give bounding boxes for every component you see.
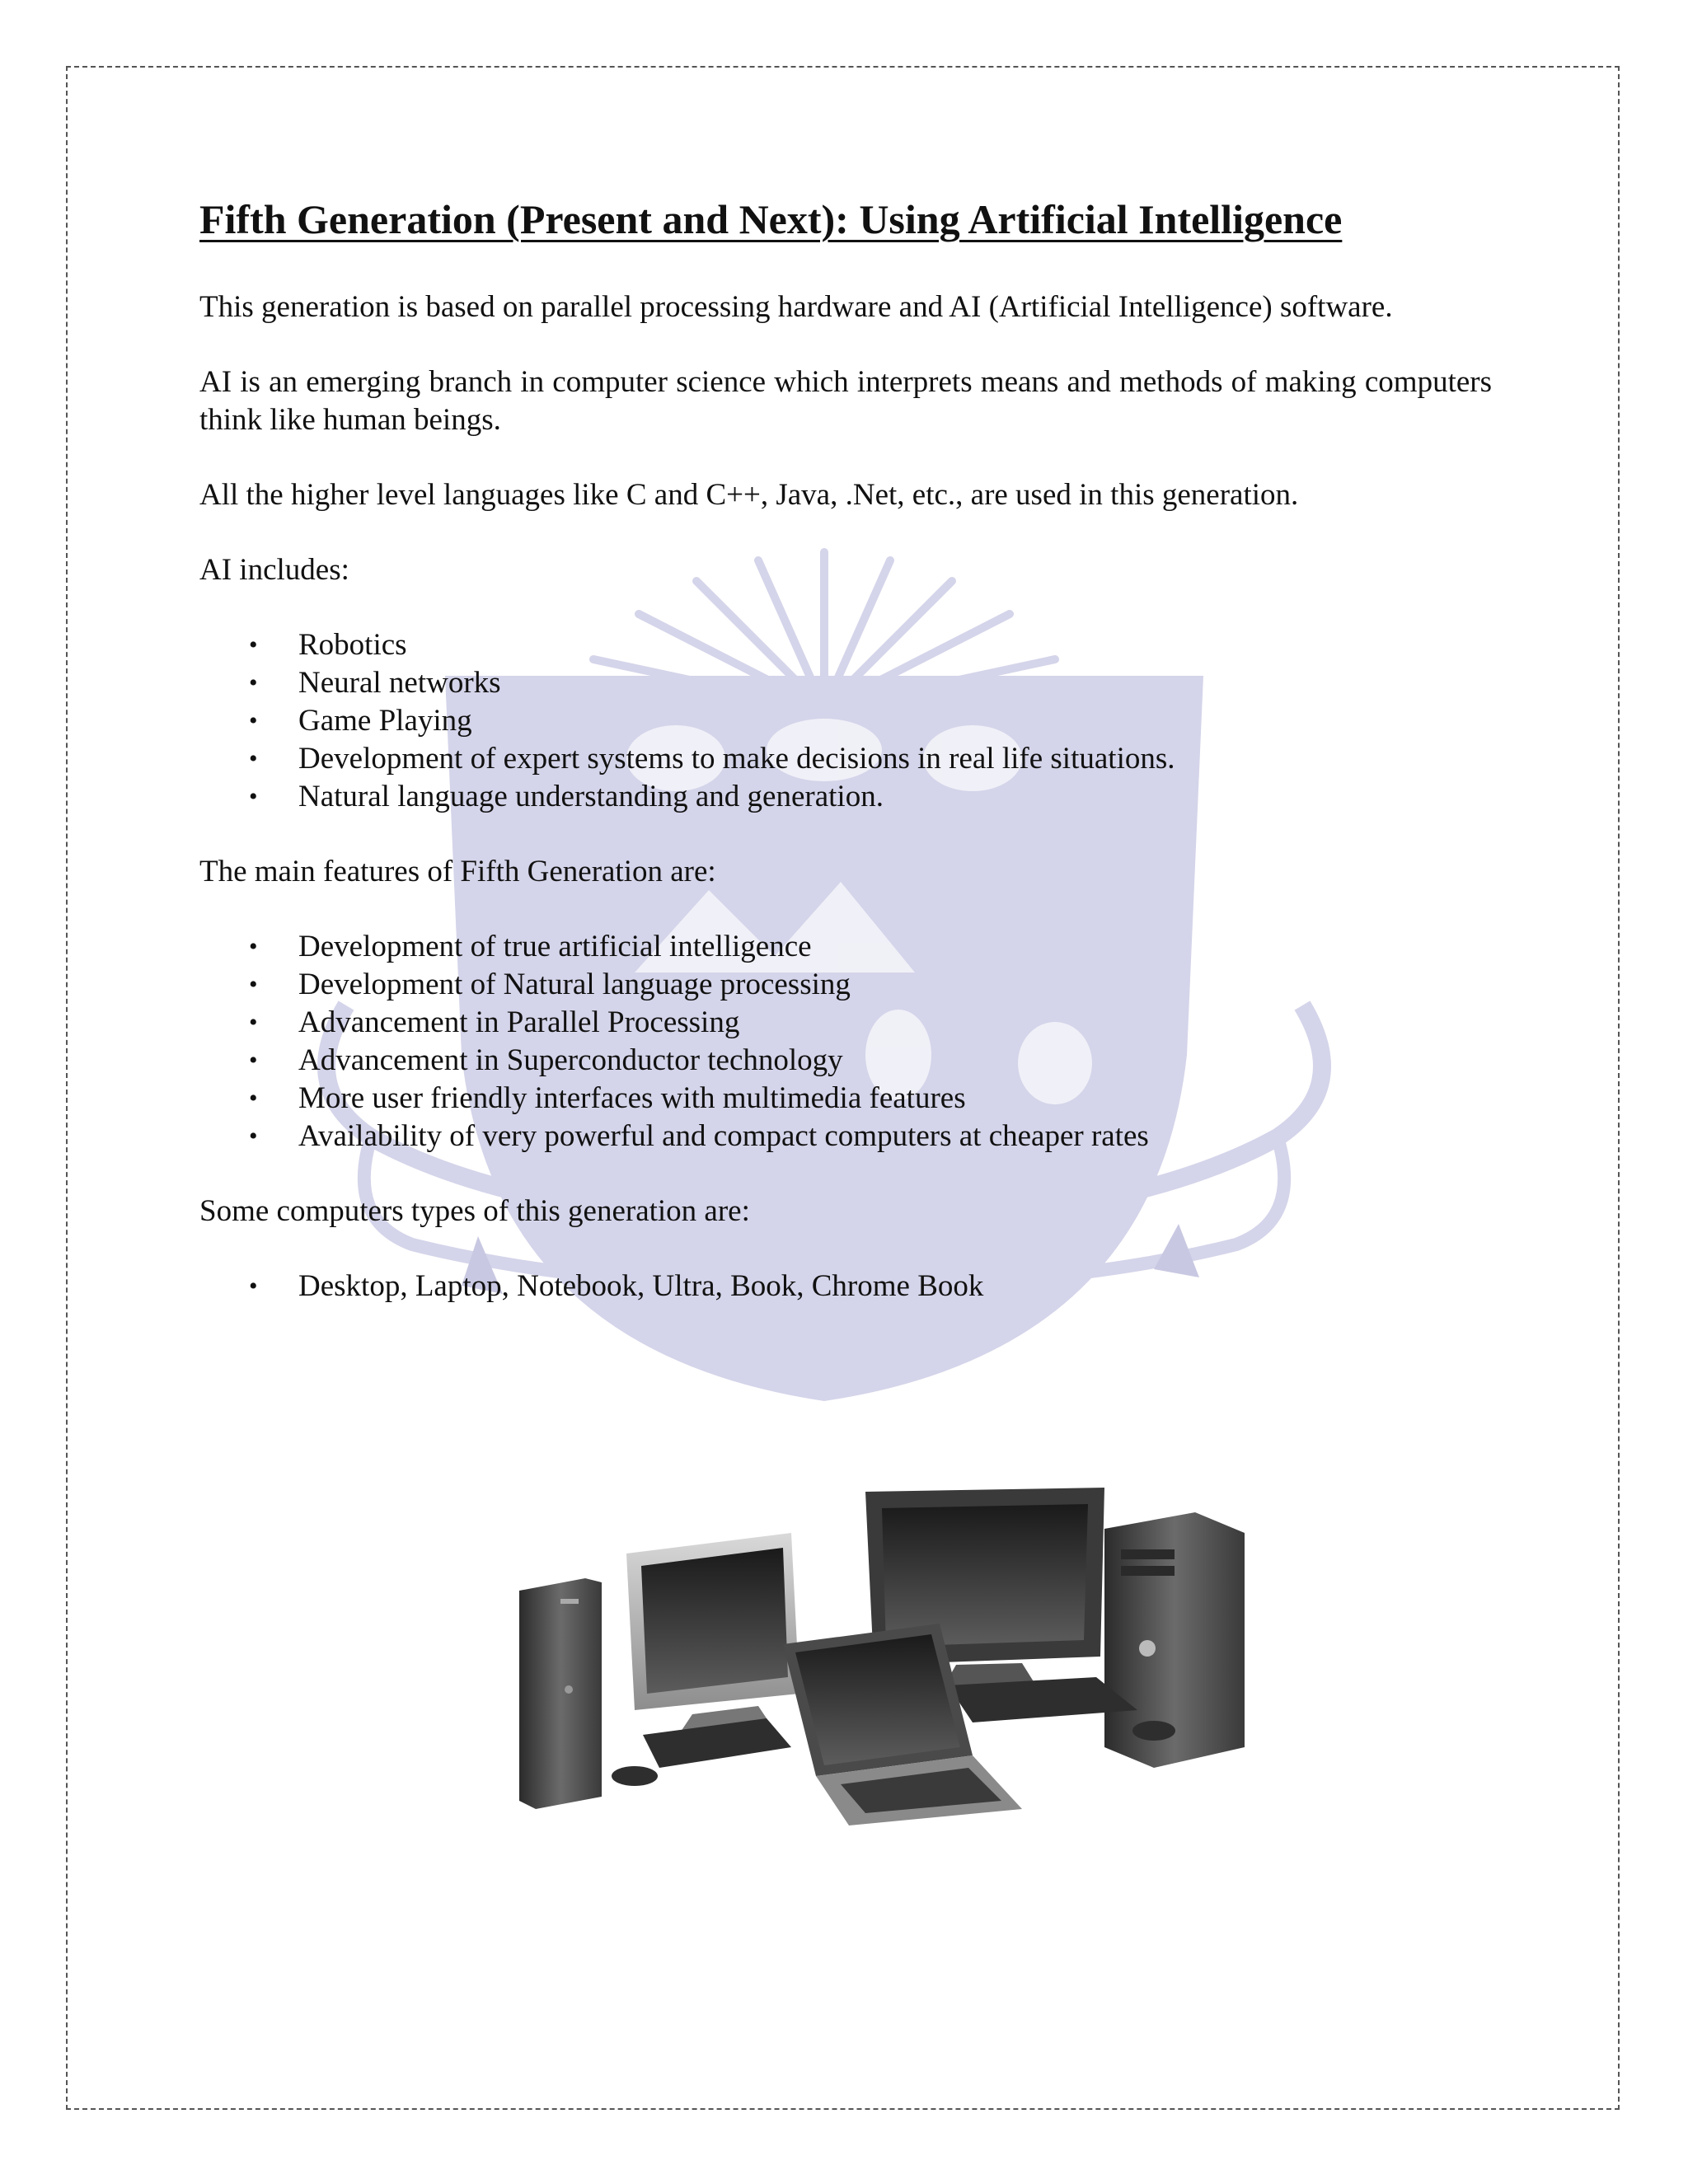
list-item: • Availability of very powerful and compact computers at cheaper rates [199, 1118, 1492, 1155]
list-item: • Development of expert systems to make decisions in real life situations. [199, 740, 1492, 778]
list-item: • Advancement in Parallel Processing [199, 1004, 1492, 1042]
list-item: • Development of true artificial intelligence [199, 928, 1492, 966]
list-item: • Advancement in Superconductor technology [199, 1042, 1492, 1080]
list-item: • Neural networks [199, 664, 1492, 702]
list-item: • Natural language understanding and generation. [199, 778, 1492, 816]
features-heading: The main features of Fifth Generation are: [199, 854, 716, 888]
features-list [199, 928, 1492, 1155]
left-monitor [626, 1533, 799, 1739]
document-body [199, 194, 1492, 1343]
types-heading: Some computers types of this generation are: [199, 1193, 750, 1228]
list-item: • Game Playing [199, 702, 1492, 740]
languages-paragraph: All the higher level languages like C and C++, Java, .Net, etc., are used in this generation. [199, 477, 1299, 512]
list-item: • Desktop, Laptop, Notebook, Ultra, Book, Chrome Book [199, 1268, 1492, 1305]
types-list [199, 1268, 1492, 1305]
list-item: • Robotics [199, 626, 1492, 664]
ai-includes-list [199, 626, 1492, 816]
ai-definition-paragraph: AI is an emerging branch in computer science which interprets means and methods of making computers think like human beings. [199, 364, 1492, 437]
intro-paragraph: This generation is based on parallel processing hardware and AI (Artificial Intelligence) software. [199, 289, 1393, 324]
page-title: Fifth Generation (Present and Next): Using Artificial Intelligence [199, 196, 1343, 242]
ai-includes-heading: AI includes: [199, 552, 349, 587]
left-tower [519, 1578, 602, 1809]
list-item: • Development of Natural language processing [199, 966, 1492, 1004]
list-item: • More user friendly interfaces with multimedia features [199, 1080, 1492, 1118]
computers-photo [511, 1483, 1253, 1830]
